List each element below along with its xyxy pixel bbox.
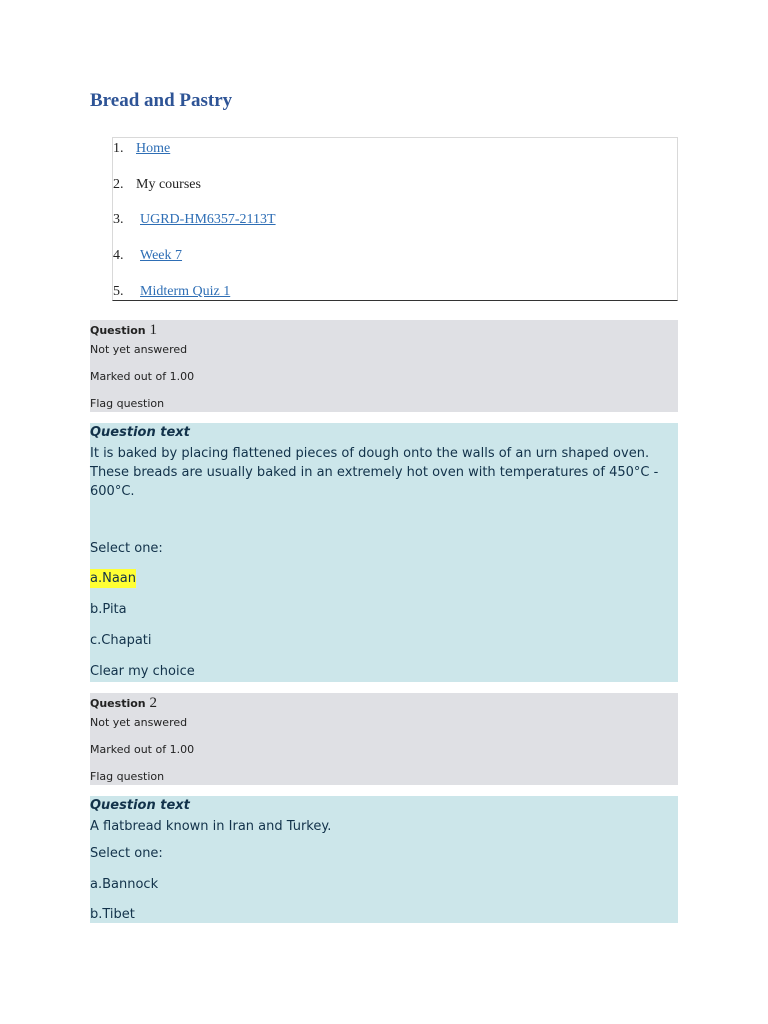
question-number: 1 <box>149 322 157 338</box>
question-1-content <box>90 423 678 682</box>
question-1-text: It is baked by placing flattened pieces of dough onto the walls of an urn shaped oven. These breads are usually baked in an extremely hot oven with temperatures of 450°C - 600°C. <box>90 446 659 499</box>
question-1-heading <box>90 322 157 339</box>
breadcrumb-link-course[interactable]: UGRD-HM6357-2113T <box>140 212 276 227</box>
breadcrumb-label-my-courses: My courses <box>136 177 201 192</box>
breadcrumb <box>112 137 678 301</box>
question-2-heading <box>90 695 157 712</box>
question-2-select-label: Select one: <box>90 846 163 861</box>
breadcrumb-link-quiz[interactable]: Midterm Quiz 1 <box>140 284 231 299</box>
breadcrumb-link-home[interactable]: Home <box>136 141 171 156</box>
question-1-text-heading: Question text <box>90 425 190 440</box>
question-2-text-heading: Question text <box>90 798 190 813</box>
breadcrumb-link-week[interactable]: Week 7 <box>140 248 183 263</box>
breadcrumb-number: 4. <box>113 248 124 263</box>
breadcrumb-number: 1. <box>113 141 124 156</box>
question-number: 2 <box>149 695 157 711</box>
question-1-flag[interactable]: Flag question <box>90 397 165 410</box>
question-1-info <box>90 320 678 412</box>
question-1-option-b[interactable]: b.Pita <box>90 602 127 617</box>
question-2-option-a[interactable]: a.Bannock <box>90 877 159 892</box>
question-label: Question <box>90 697 146 710</box>
question-label: Question <box>90 324 146 337</box>
question-1-status: Not yet answered <box>90 343 188 356</box>
question-1-select-label: Select one: <box>90 541 163 556</box>
question-1-clear-choice[interactable]: Clear my choice <box>90 664 195 679</box>
page-title: Bread and Pastry <box>90 90 233 111</box>
question-2-status: Not yet answered <box>90 716 188 729</box>
question-2-marks: Marked out of 1.00 <box>90 743 195 756</box>
question-1-option-c[interactable]: c.Chapati <box>90 633 152 648</box>
question-1-marks: Marked out of 1.00 <box>90 370 195 383</box>
breadcrumb-number: 3. <box>113 212 124 227</box>
question-2-option-b[interactable]: b.Tibet <box>90 907 135 922</box>
question-2-text: A flatbread known in Iran and Turkey. <box>90 819 332 834</box>
breadcrumb-item-course[interactable] <box>113 210 276 230</box>
breadcrumb-item-week[interactable] <box>113 246 182 266</box>
question-2-content <box>90 796 678 923</box>
question-2-flag[interactable]: Flag question <box>90 770 165 783</box>
breadcrumb-item-my-courses <box>113 175 201 195</box>
question-2-info <box>90 693 678 785</box>
breadcrumb-number: 2. <box>113 177 124 192</box>
breadcrumb-item-home[interactable] <box>113 139 170 159</box>
breadcrumb-number: 5. <box>113 284 124 299</box>
breadcrumb-item-quiz[interactable] <box>113 282 230 301</box>
question-1-option-a[interactable]: a.Naan <box>90 571 136 586</box>
